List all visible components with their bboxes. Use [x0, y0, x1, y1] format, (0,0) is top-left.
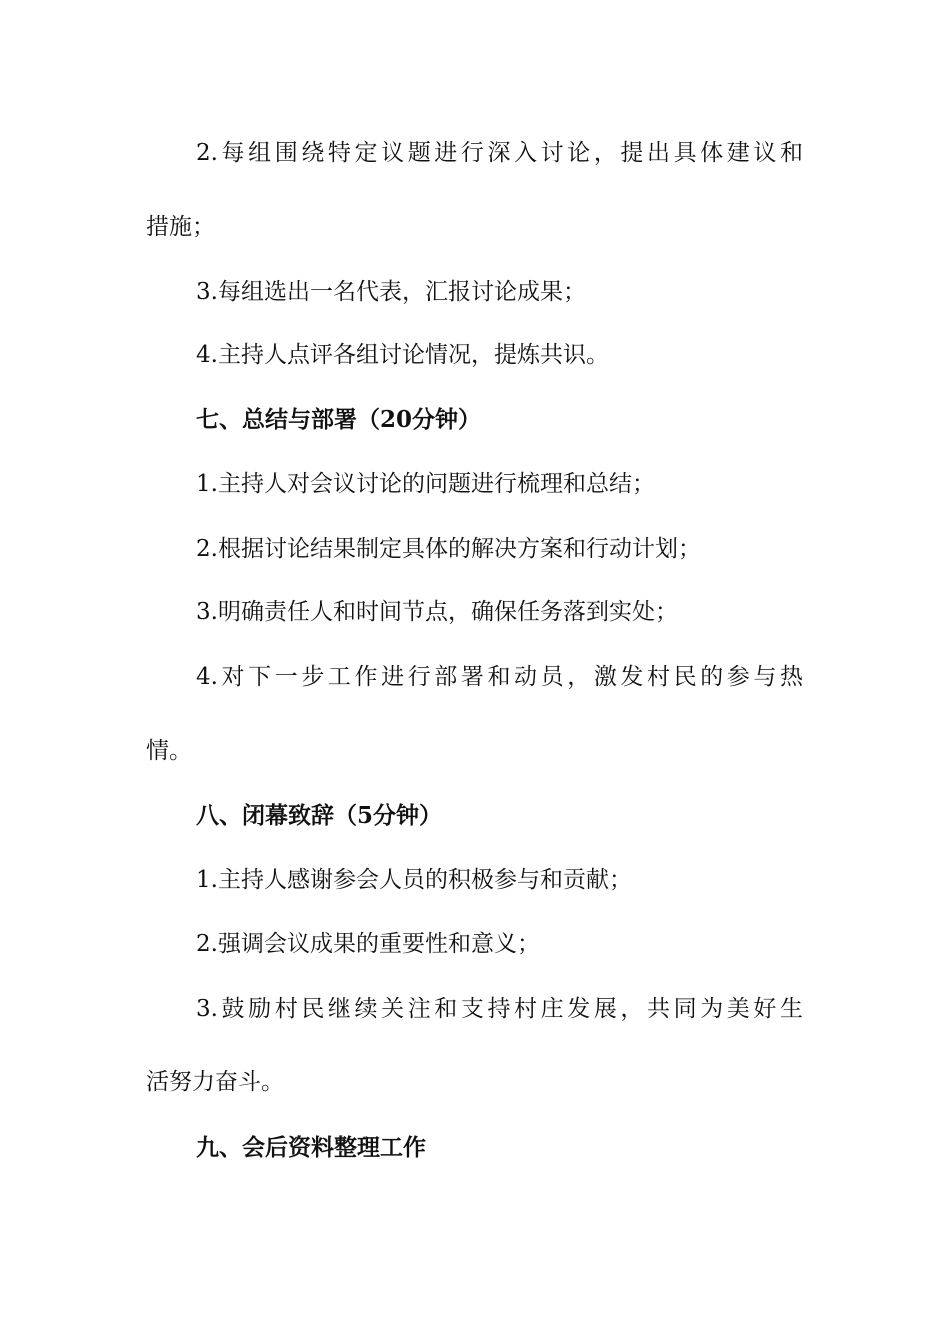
- paragraph-line: 4.对下一步工作进行部署和动员，激发村民的参与热: [196, 664, 803, 690]
- paragraph-line: 2.强调会议成果的重要性和意义；: [196, 931, 540, 957]
- paragraph-line: 活努力奋斗。: [146, 1069, 284, 1095]
- section-heading: 九、会后资料整理工作: [196, 1134, 426, 1161]
- paragraph-line: 3.明确责任人和时间节点，确保任务落到实处；: [196, 599, 678, 625]
- paragraph-line: 1.主持人对会议讨论的问题进行梳理和总结；: [196, 471, 655, 497]
- paragraph-line: 1.主持人感谢参会人员的积极参与和贡献；: [196, 867, 632, 893]
- paragraph-line: 2.每组围绕特定议题进行深入讨论，提出具体建议和: [196, 140, 803, 166]
- paragraph-line: 3.每组选出一名代表，汇报讨论成果；: [196, 279, 586, 305]
- section-heading: 八、闭幕致辞（5分钟）: [196, 802, 443, 829]
- paragraph-line: 措施；: [146, 214, 215, 240]
- section-heading: 七、总结与部署（20分钟）: [196, 406, 482, 433]
- paragraph-line: 2.根据讨论结果制定具体的解决方案和行动计划；: [196, 536, 701, 562]
- paragraph-line: 情。: [146, 738, 192, 764]
- paragraph-line: 3.鼓励村民继续关注和支持村庄发展，共同为美好生: [196, 996, 803, 1022]
- paragraph-line: 4.主持人点评各组讨论情况，提炼共识。: [196, 342, 609, 368]
